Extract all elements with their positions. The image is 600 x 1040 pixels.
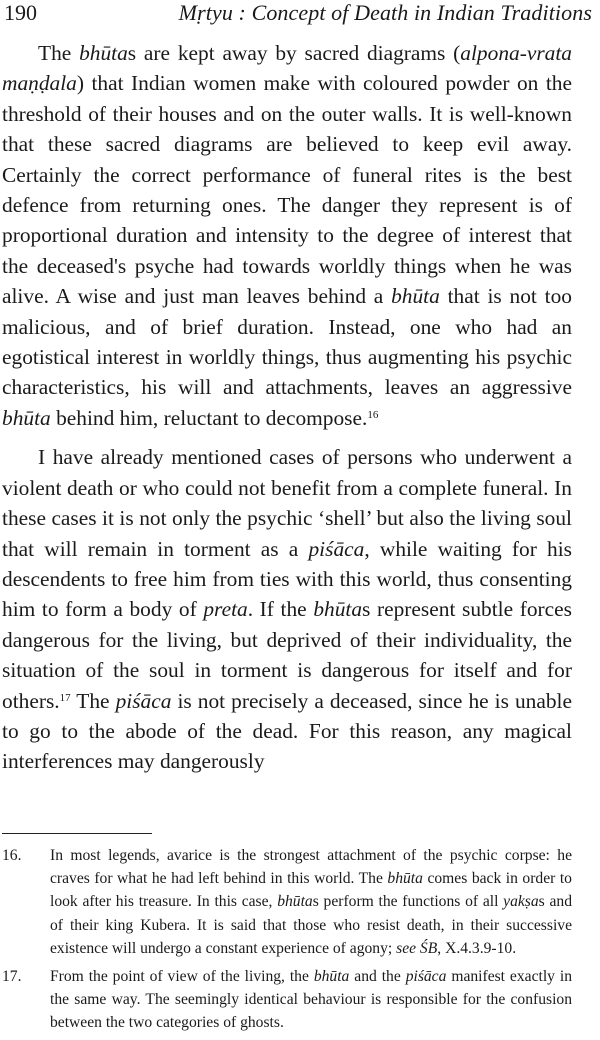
- italic-term: piśāca: [405, 968, 447, 986]
- footnote-number: 17.: [2, 968, 22, 986]
- text-run: . If the: [247, 597, 314, 622]
- text-run: that is not too malicious, and of brief duration. Instead, one who had an egotistical interest in worldly things, thus augmenting his psychic characteristics, his will and attachments, leaves an aggressive: [2, 284, 572, 400]
- text-run: I have already mentioned cases of persons who underwent a violent death or who could not benefit from a complete funeral. In these cases it is not only the psychic ‘shell’ but also the living soul that will remain in torment as a: [2, 445, 572, 561]
- text-run: The: [38, 41, 80, 65]
- italic-term: see ŚB: [396, 939, 438, 957]
- text-run: manifest exactly in the same way. The seemingly identical behaviour is responsible for the confusion between the two categories of ghosts.: [50, 968, 573, 1032]
- text-run: and the: [349, 968, 406, 986]
- footnote-number: 16.: [2, 847, 22, 864]
- text-run: s and of their king Kubera. It is said that those who resist death, in their successive existence will undergo a constant experience of agony;: [50, 893, 572, 957]
- text-run: From the point of view of the living, the: [50, 968, 314, 986]
- italic-term: bhūta: [313, 968, 350, 986]
- text-run: s represent subtle forces dangerous for the living, but deprived of their individuality, the situation of the soul in torment is dangerous for itself and for others.: [2, 597, 572, 713]
- footnote-marker: 16: [367, 408, 379, 421]
- footnotes: [2, 844, 572, 1040]
- paragraph: [2, 38, 572, 433]
- page-number: 190: [4, 0, 37, 25]
- italic-term: piśāca: [115, 688, 172, 713]
- body-text: [2, 38, 572, 786]
- text-run: , while waiting for his descendents to free him from ties with this world, thus consenting him to form a body of: [2, 536, 572, 622]
- text-run: s perform the functions of all: [312, 893, 504, 911]
- italic-term: bhūta: [277, 893, 313, 911]
- text-run: In most legends, avarice is the strongest attachment of the psychic corpse: he craves for what he had left behind in this world. The: [50, 847, 572, 888]
- text-run: is not precisely a deceased, since he is unable to go to the abode of the dead. For this reason, any magical interferences may dangerously: [2, 688, 572, 774]
- footnote-rule: [2, 833, 152, 834]
- text-run: The: [70, 688, 116, 713]
- text-run: comes back in order to look after his treasure. In this case,: [50, 870, 572, 911]
- italic-term: bhūta: [79, 41, 128, 65]
- italic-term: alpona-vrata maṇḍala: [2, 41, 572, 96]
- footnote-marker: 17: [59, 691, 71, 704]
- footnote-text: [50, 844, 572, 960]
- text-run: behind him, reluctant to decompose.: [50, 405, 368, 430]
- italic-term: bhūta: [313, 597, 363, 622]
- italic-term: bhūta: [387, 870, 423, 888]
- text-run: , X.4.3.9-10.: [437, 939, 517, 957]
- text-run: s are kept away by sacred diagrams (: [127, 41, 461, 65]
- footnote: [2, 844, 572, 960]
- italic-term: preta: [203, 597, 248, 622]
- italic-term: bhūta: [391, 284, 440, 309]
- paragraph: [2, 442, 572, 776]
- footnote: [2, 965, 572, 1035]
- running-title: Mṛtyu : Concept of Death in Indian Traditions: [178, 0, 592, 25]
- footnote-text: [50, 965, 572, 1035]
- italic-term: piśāca: [308, 536, 365, 561]
- italic-term: yakṣa: [503, 893, 539, 911]
- running-head: [4, 0, 592, 30]
- text-run: ) that Indian women make with coloured powder on the threshold of their houses and on the outer walls. It is well-known that these sacred diagrams are believed to keep evil away. Certainly the correct performance of funeral rites is the best defence from returning ones. The danger they represent is of proportional duration and intensity to the degree of interest that the deceased's psyche had towards worldly things when he was alive. A wise and just man leaves behind a: [2, 71, 572, 309]
- italic-term: bhūta: [2, 405, 51, 430]
